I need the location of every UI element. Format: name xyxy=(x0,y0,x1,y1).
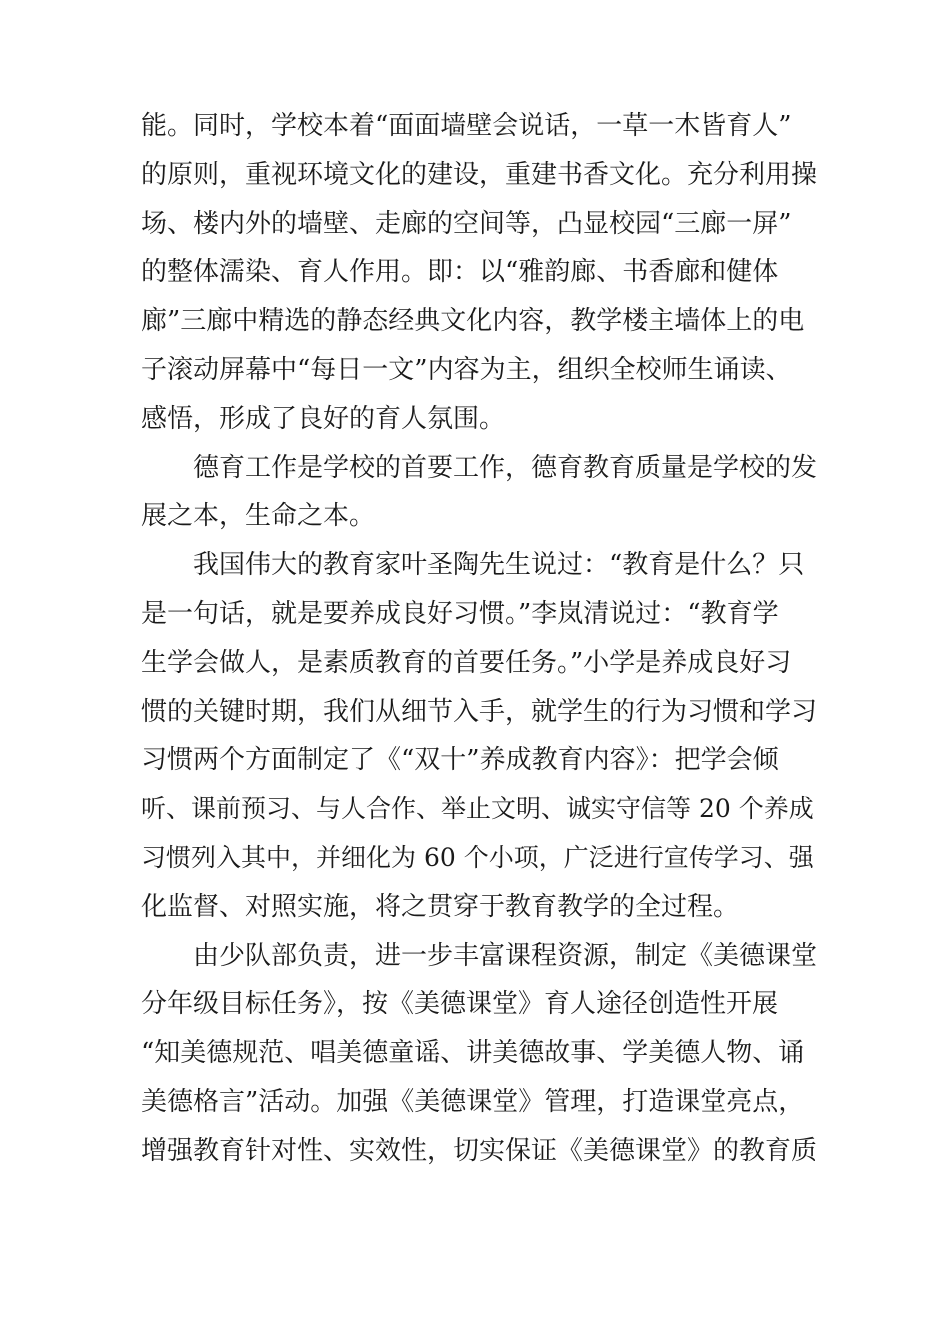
text-line: 由少队部负责，进一步丰富课程资源，制定《美德课堂 xyxy=(193,940,818,971)
text-line: 惯的关键时期，我们从细节入手，就学生的行为习惯和学习 xyxy=(141,696,818,727)
text-line: “知美德规范、唱美德童谣、讲美德故事、学美德人物、诵 xyxy=(141,1038,805,1069)
text-line: 场、楼内外的墙壁、走廊的空间等，凸显校园“三廊一屏” xyxy=(141,208,792,239)
text-line: 子滚动屏幕中“每日一文”内容为主，组织全校师生诵读、 xyxy=(141,354,792,385)
text-line: 分年级目标任务》，按《美德课堂》育人途径创造性开展 xyxy=(141,989,779,1020)
text-line: 能。同时，学校本着“面面墙壁会说话，一草一木皆育人” xyxy=(141,111,792,141)
text-line: 是一句话，就是要养成良好习惯。”李岚清说过：“教育学 xyxy=(141,598,779,629)
text-line: 德育工作是学校的首要工作，德育教育质量是学校的发 xyxy=(193,452,818,483)
text-line: 听、课前预习、与人合作、举止文明、诚实守信等 20 个养成 xyxy=(141,794,814,824)
text-line: 生学会做人，是素质教育的首要任务。”小学是养成良好习 xyxy=(141,647,792,678)
body-text xyxy=(141,102,821,1176)
text-line: 的原则，重视环境文化的建设，重建书香文化。充分利用操 xyxy=(141,159,818,190)
text-line: 廊”三廊中精选的静态经典文化内容，教学楼主墙体上的电 xyxy=(141,306,805,337)
text-line: 习惯列入其中，并细化为 60 个小项，广泛进行宣传学习、强 xyxy=(141,842,814,872)
text-line: 习惯两个方面制定了《“双十”养成教育内容》：把学会倾 xyxy=(141,745,779,776)
text-line: 的整体濡染、育人作用。即：以“雅韵廊、书香廊和健体 xyxy=(141,257,779,288)
text-line: 展之本，生命之本。 xyxy=(141,501,376,532)
text-line: 美德格言”活动。加强《美德课堂》管理，打造课堂亮点， xyxy=(141,1086,805,1117)
text-line: 增强教育针对性、实效性，切实保证《美德课堂》的教育质 xyxy=(141,1135,818,1166)
text-line: 感悟，形成了良好的育人氛围。 xyxy=(141,403,506,434)
text-line: 我国伟大的教育家叶圣陶先生说过：“教育是什么？只 xyxy=(193,550,805,581)
text-line: 化监督、对照实施，将之贯穿于教育教学的全过程。 xyxy=(141,891,740,922)
